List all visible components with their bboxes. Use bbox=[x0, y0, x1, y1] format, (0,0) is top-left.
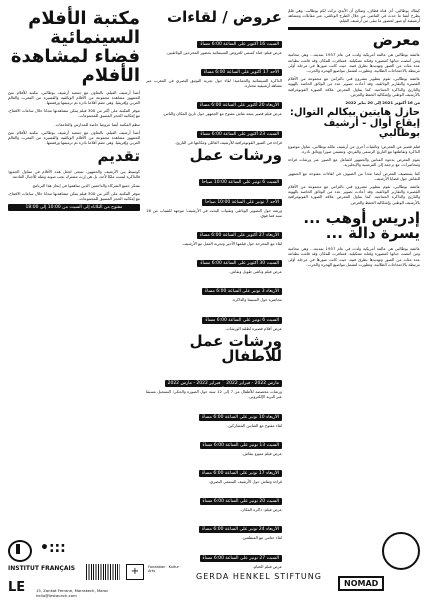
column-exhibition bbox=[288, 8, 420, 270]
screening-date: السبت 30 أكتوبر على الساعة 6:00 مساءً bbox=[197, 260, 282, 267]
sponsor-area bbox=[8, 532, 420, 602]
exhibition-text-1: عائشة بوطالبي هي عالمة أمريكية ولدت في عام 1957 بمدينة... وهي محامية ومن أمضت حياتها كمصورة وفنانة تشكيلية. فسافرت للمكان وقد قامت بطباعة عدة مئات من الصور وتهديدها بطرق فنية، حيث كانت صورها في مرحلة أولى مرتبطة بالاحتجاجات الطلابية، وتطورت لتشمل مواضيع الهجرة والحرب. bbox=[288, 52, 420, 73]
screening-text: قراءة ونقاش حول الأرشيف السمعي البصري. bbox=[208, 479, 282, 485]
screening-date: السبت 6 نونبر على الساعة 6:00 مساءً bbox=[202, 317, 282, 324]
address-text: 15, Zankat Ferrane, Marrakech, Maroc bbox=[36, 588, 109, 593]
library-title: مكتبة الأفلام السينمائية فضاء لمشاهدة الأفلام bbox=[10, 8, 140, 86]
screening-date: الأربعاء 20 أكتوبر على الساعة 6:00 مساءً bbox=[197, 102, 282, 109]
gerda-henkel-logo: GERDA HENKEL STIFTUNG bbox=[196, 572, 322, 581]
exhibition-text-7: عائشة بوطالبي، تقوم بتطوير مشروع فني بالتزامن مع مجموعة من الأفلام القصيرة والتقارير الوثائقية. وقد أعادت تصوير عدد من الوثائق الخاصة بالهوية والتاريخ والذاكرة الجماعية. كما يتناول المعرض علاقة الصورة الفوتوغرافية بالأرشيف الوطني وإشكالية الحفظ والعرض. bbox=[288, 183, 420, 205]
screening-date: الأربعاء 17 نونبر على الساعة 6:00 مساءً bbox=[199, 470, 282, 477]
kids-workshop-text: ورشات مخصصة للأطفال من 7 إلى 12 سنة حول الصورة والحكي؛ التسجيل مسبقا عبر البريد الإلكتروني. bbox=[146, 389, 282, 400]
email-link[interactable]: hello@lestaunch.com bbox=[36, 593, 77, 598]
text-logo: Fondation · Kultur · Arts bbox=[148, 565, 182, 574]
screening-date: السبت 23 أكتوبر على الساعة 6:00 مساءً bbox=[197, 131, 282, 138]
bottom-text: عائشة بوطالبي هي عالمة أمريكية ولدت في عام 1957 بمدينة... وهي محامية ومن أمضت حياتها كمصورة وفنانة تشكيلية. فسافرت للمكان وقد قامت بطباعة عدة مئات من الصور وتهديدها بطرق فنية، حيث كانت صورها في مرحلة أولى مرتبطة بالاحتجاجات الطلابية، وتطورت لتشمل مواضيع الهجرة والحرب. bbox=[288, 246, 420, 267]
institut-francais-logo: INSTITUT FRANÇAIS bbox=[8, 565, 76, 572]
library-text-4: كوسيط بين الأرشيف والجمهور، نسعى لجعل هذه الأفلام في متناول الجميع؛ فالذاكرة ليست ملكا لأحد، بل هي إرث مشترك يجب صونه ونقله للأجيال القادمة. bbox=[8, 169, 140, 180]
workshop-date: السبت 6 نونبر على الساعة 10:00 صباحاً bbox=[199, 179, 282, 186]
screening-date: الأربعاء 27 أكتوبر على الساعة 6:00 مساءً bbox=[197, 232, 282, 239]
screening-text: عرض فيلم قصير يتبعه نقاش مفتوح مع الجمهور حول تاريخ المكان والناس. bbox=[162, 111, 282, 117]
screening-date: السبت 16 أكتوبر على الساعة 6:00 مساءً bbox=[197, 41, 282, 48]
exhibition-text-2: عائشة بوطالبي، تقوم بتطوير مشروع فني بالتزامن مع مجموعة من الأفلام القصيرة والتقارير الوثائقية. وقد أعادت تصوير عدد من الوثائق الخاصة بالهوية والتاريخ والذاكرة الجماعية. كما يتناول المعرض علاقة الصورة الفوتوغرافية بالأرشيف الوطني وإشكالية الحفظ والعرض. bbox=[288, 76, 420, 97]
exhibition-text-4: فيلم قصير عن المعرض؛ وثائقيات أخرى من أرشيف عائلة بوطالبي، تتناول موضوع الذاكرة وتقاطعها مع التاريخ الرسمي والفردي، وتتضمن صورا ووثائق نادرة. bbox=[288, 143, 420, 154]
screening-date: الأربعاء 3 نونبر على الساعة 6:00 مساءً bbox=[202, 288, 282, 295]
workshop-title: ورشات عمل bbox=[189, 145, 282, 164]
screening-date: السبت 27 نونبر على الساعة 6:00 مساءً bbox=[200, 555, 282, 562]
library-text-5: نشكر جميع الشركاء والداعمين الذين ساهموا في إنجاز هذا البرنامج. bbox=[31, 182, 140, 188]
kids-workshop-date: مارس 2022 - فبراير 2022 bbox=[223, 380, 282, 387]
seal-logo bbox=[382, 532, 420, 570]
library-text-3: تنظم المكتبة أيضا عروضا خاصة للمدارس والجامعات. bbox=[54, 121, 140, 127]
screening-text: عرض فيلم وثائقي طويل ونقاش. bbox=[229, 269, 282, 275]
screening-date: الأربعاء 10 نونبر على الساعة 6:00 مساءً bbox=[199, 414, 282, 421]
exhibition-dates: من 16 أكتوبر 2021 إلى 20 يناير 2022 bbox=[345, 99, 420, 105]
column-screenings bbox=[146, 8, 282, 569]
exhibition-subhead: حازل هايتين بيكالم التوال: إيقاعِ أوال - أرشيف بوطالبي bbox=[289, 107, 420, 140]
divider bbox=[288, 27, 420, 30]
library-text-2: تتوفر المكتبة على أكثر من 300 فيلم يمكن مشاهدتها مجانا خلال ساعات الافتتاح، مع إمكانية الحجز المسبق للمجموعات. bbox=[8, 108, 140, 119]
screening-text: عرض فيلم متبوع بنقاش. bbox=[242, 450, 282, 456]
exhibition-title: معرض bbox=[372, 30, 420, 49]
striped-logo bbox=[86, 564, 120, 580]
screening-text: لقاء مفتوح مع الفنانين المشاركين. bbox=[226, 422, 282, 428]
column-library bbox=[8, 8, 140, 518]
screening-date: السبت 13 نونبر على الساعة 6:00 مساءً bbox=[200, 442, 282, 449]
screening-list bbox=[146, 30, 282, 569]
footer-address bbox=[36, 588, 108, 598]
lb-logo bbox=[8, 540, 34, 562]
library-hours: مفتوح من الثلاثاء إلى السبت من 10:00 إلى 18:00 bbox=[8, 204, 140, 211]
kids-workshop-title: ورشات عمل للأطفال bbox=[189, 331, 282, 366]
screening-text: عرض فيلم الختام. bbox=[252, 563, 282, 569]
screening-text: عرض فيلم: ذاكرة المكان. bbox=[240, 507, 282, 513]
screening-text: لقاء مع المخرجة حول فيلمها الأخير وتجربة العمل مع الأرشيف. bbox=[181, 240, 282, 246]
flag-logo: + bbox=[126, 564, 144, 580]
exhibition-text-6: كما يستضيف المعرض أيضا عددا من الضيوف في لقاءات مفتوحة مع الجمهور للنقاش حول قضايا الأرشيف. bbox=[288, 170, 420, 181]
workshop-date: الأحد 7 نونبر على الساعة 10:00 صباحاً bbox=[202, 199, 282, 206]
library-text-1: أنشأ أرشيف الفيلم، بالتعاون مع جمعية أرشيف بوطالبي، مكتبة للأفلام تتيح للجمهور مشاهدة مجموعة من الأفلام الوثائقية والقصيرة من المغرب والعالم العربي وإفريقيا. وهي تضم أفلاما نادرة تم ترميمها ورقمنتها. bbox=[8, 89, 140, 105]
screening-text: عرض أفلام قصيرة لطلبة الورشات. bbox=[225, 325, 282, 331]
screening-date: الأربعاء 24 نونبر على الساعة 6:00 مساءً bbox=[199, 526, 282, 533]
screening-text: لقاء ختامي مع المنظمين. bbox=[241, 535, 282, 541]
le-logo: LE bbox=[8, 580, 26, 595]
workshop-text: ورشة حول التصوير الوثائقي وتقنيات البحث في الأرشيف؛ موجهة للشباب من 16 سنة فما فوق. bbox=[146, 207, 282, 218]
library-text-2b: تتوفر المكتبة على أكثر من 300 فيلم يمكن مشاهدتها مجانا خلال ساعات الافتتاح، مع إمكانية الحجز المسبق للمجموعات. bbox=[8, 190, 140, 201]
screening-date: الأحد 17 أكتوبر على الساعة 6:00 مساءً bbox=[201, 69, 282, 76]
intro-text: كِيفاك بوطالبي، أم. قناة قطاف، وصالح أن الأيدي تركت لكم بوطالب. وهي فلمٌ يطرح أيضا ما حدث في الماضي من خلال الطرح الوثائقي، عبر مقابلات ومشاهد أرشيفية أو صور لحضور ما تبقى من أرشيف الفيلم. bbox=[288, 8, 420, 24]
dots-logo: •::: bbox=[40, 540, 66, 556]
bottom-title: إدريس أوهب ... يسرة دالة ... bbox=[303, 208, 420, 243]
library-subhead: تقديم bbox=[97, 147, 140, 166]
screening-text: عرض فيلم: قناة كسمي للعروض السينمائية بحضور المخرجين الوثائقيين. bbox=[165, 49, 282, 55]
screening-text: الذاكرة السينمائية والجماعية؛ لقاء حول تجربة التوثيق البصري في المغرب عبر مشاهد أرشيفية مختارة. bbox=[146, 77, 282, 89]
screening-text: محاضرة حول السينما والذاكرة. bbox=[231, 297, 282, 303]
exhibition-text-5: يقوم المعرض بدعوة الفنانين والجمهور للتفاعل مع الصور عبر ورشات قراءة ومحاضرات، مع ترجمة إلى الفرنسية والإنجليزية. bbox=[288, 157, 420, 168]
screening-date: السبت 20 نونبر على الساعة 6:00 مساءً bbox=[200, 498, 282, 505]
screenings-title: عروض / لقاءات bbox=[167, 8, 282, 26]
library-text-1b: أنشأ أرشيف الفيلم، بالتعاون مع جمعية أرشيف بوطالبي، مكتبة للأفلام تتيح للجمهور مشاهدة مجموعة من الأفلام الوثائقية والقصيرة من المغرب والعالم العربي وإفريقيا. وهي تضم أفلاما نادرة تم ترميمها ورقمنتها. bbox=[8, 129, 140, 146]
screening-text: قراءة في الصور الفوتوغرافية للأرشيف العائلي ومكانتها في التاريخ. bbox=[175, 139, 282, 145]
nomad-logo: NOMAD bbox=[338, 576, 384, 591]
kids-workshop-date: فبراير 2022 - مارس 2022 bbox=[165, 380, 224, 387]
